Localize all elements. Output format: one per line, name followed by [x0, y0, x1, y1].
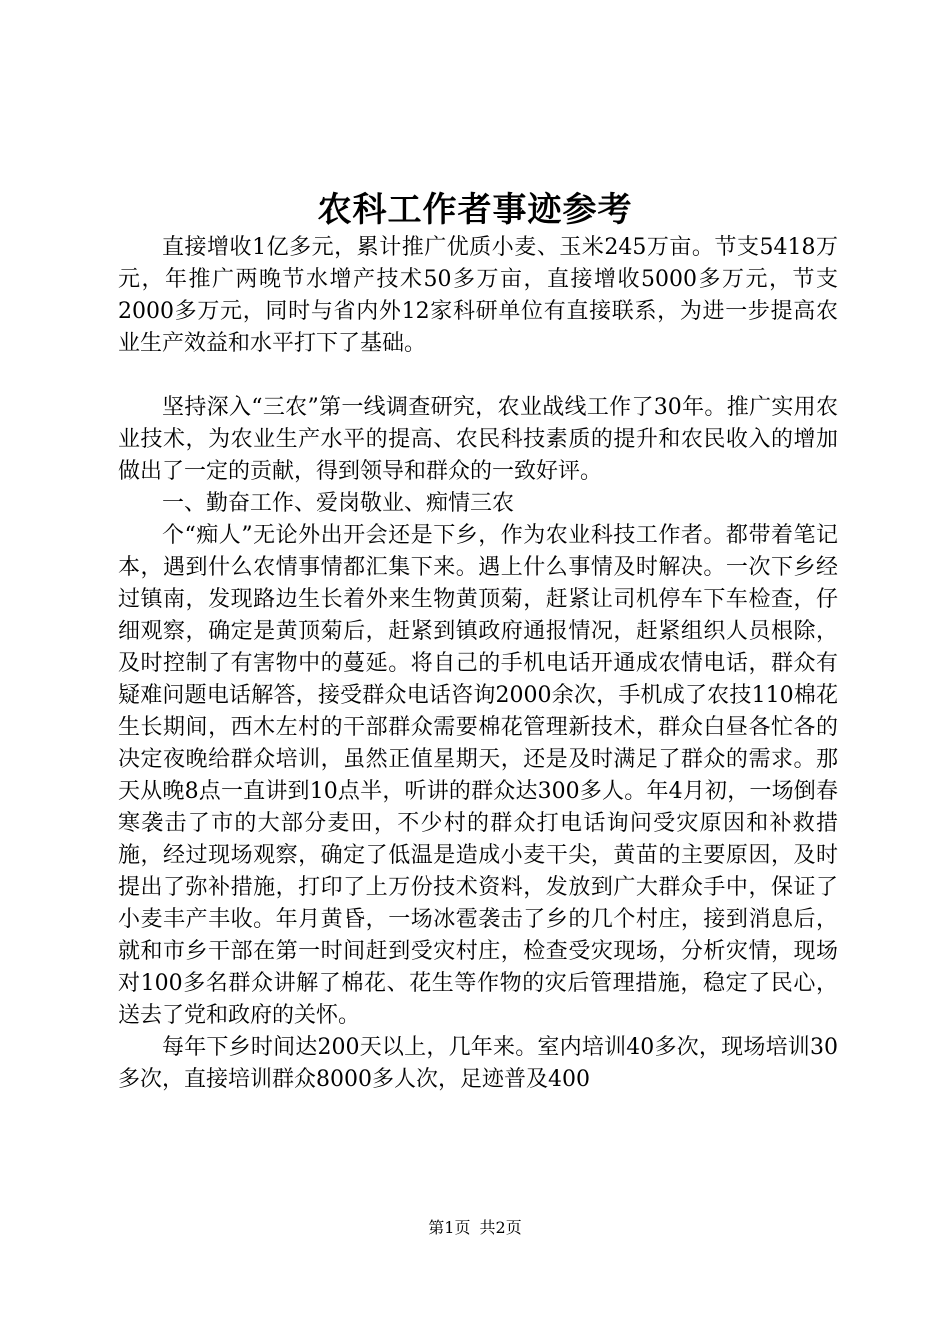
section-heading: 一、勤奋工作、爱岗敬业、痴情三农 — [162, 491, 515, 516]
page-total: 共2页 — [479, 1218, 522, 1237]
paragraph-2: 坚持深入“三农”第一线调查研究，农业战线工作了30年。推广实用农业技术，为农业生产水平的提高、农民科技素质的提升和农民收入的增加做出了一定的贡献，得到领导和群众的一致好评。 — [118, 395, 838, 484]
paragraph-4: 每年下乡时间达200天以上，几年来。室内培训40多次，现场培训30多次，直接培训群众8000多人次，足迹普及400 — [118, 1035, 838, 1092]
page-footer — [0, 1218, 950, 1238]
paragraph-1: 直接增收1亿多元，累计推广优质小麦、玉米245万亩。节支5418万元，年推广两晚节水增产技术50多万亩，直接增收5000多万元，节支2000多万元，同时与省内外12家科研单位有直接联系，为进一步提高农业生产效益和水平打下了基础。 — [118, 235, 838, 356]
page-number: 第1页 — [428, 1218, 471, 1237]
paragraph-3: 个“痴人”无论外出开会还是下乡，作为农业科技工作者。都带着笔记本，遇到什么农情事情都汇集下来。遇上什么事情及时解决。一次下乡经过镇南，发现路边生长着外来生物黄顶菊，赶紧让司机停车下车检查，仔细观察，确定是黄顶菊后，赶紧到镇政府通报情况，赶紧组织人员根除，及时控制了有害物中的蔓延。将自己的手机电话开通成农情电话，群众有疑难问题电话解答，接受群众电话咨询2000余次，手机成了农技110棉花生长期间，西木左村的干部群众需要棉花管理新技术，群众白昼各忙各的决定夜晚给群众培训，虽然正值星期天，还是及时满足了群众的需求。那天从晚8点一直讲到10点半，听讲的群众达300多人。年4月初，一场倒春寒袭击了市的大部分麦田，不少村的群众打电话询问受灾原因和补救措施，经过现场观察，确定了低温是造成小麦干尖，黄苗的主要原因，及时提出了弥补措施，打印了上万份技术资料，发放到广大群众手中，保证了小麦丰产丰收。年月黄昏，一场冰雹袭击了乡的几个村庄，接到消息后，就和市乡干部在第一时间赶到受灾村庄，检查受灾现场，分析灾情，现场对100多名群众讲解了棉花、花生等作物的灾后管理措施，稳定了民心，送去了党和政府的关怀。 — [118, 523, 838, 1028]
paragraph-spacer — [118, 360, 838, 392]
document-body — [118, 232, 838, 1096]
document-title: 农科工作者事迹参考 — [317, 190, 633, 230]
